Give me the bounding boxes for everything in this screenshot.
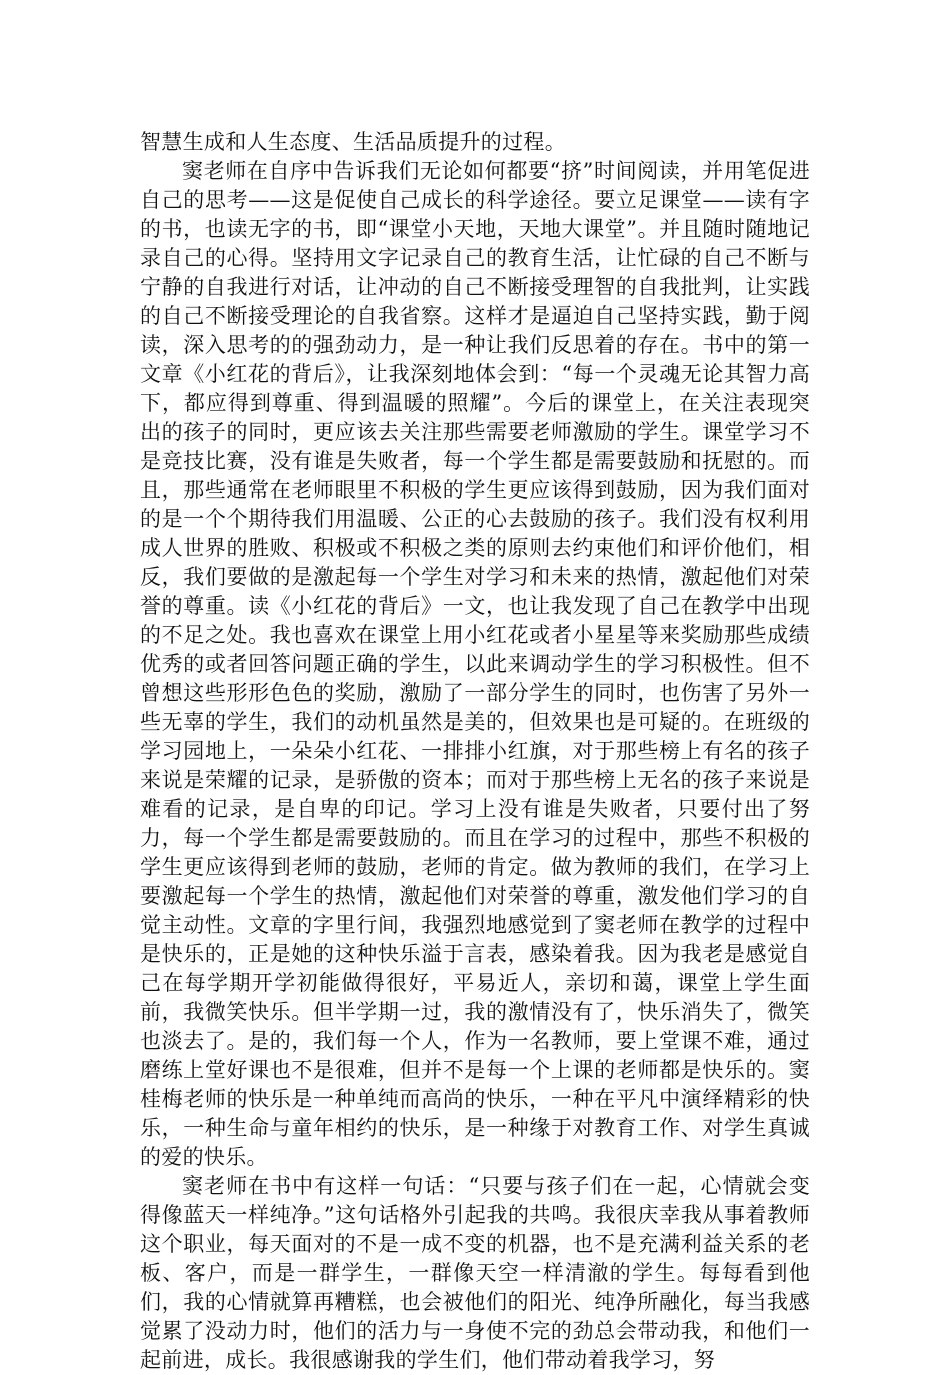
paragraph-1: 智慧生成和人生态度、生活品质提升的过程。 [140,130,566,154]
paragraph-2: 窦老师在自序中告诉我们无论如何都要“挤”时间阅读，并用笔促进自己的思考——这是促使自己成长的科学途径。要立足课堂——读有字的书，也读无字的书，即“课堂小天地，天地大课堂”。并且随时随地记录自己的心得。坚持用文字记录自己的教育生活，让忙碌的自己不断与宁静的自我进行对话，让冲动的自己不断接受理智的自我批判，让实践的自己不断接受理论的自我省察。这样才是逼迫自己坚持实践，勤于阅读，深入思考的的强劲动力，是一种让我们反思着的存在。书中的第一文章《小红花的背后》，让我深刻地体会到：“每一个灵魂无论其智力高下，都应得到尊重、得到温暖的照耀”。今后的课堂上，在关注表现突出的孩子的同时，更应该去关注那些需要老师激励的学生。课堂学习不是竞技比赛，没有谁是失败者，每一个学生都是需要鼓励和抚慰的。而且，那些通常在老师眼里不积极的学生更应该得到鼓励，因为我们面对的是一个个期待我们用温暖、公正的心去鼓励的孩子。我们没有权利用成人世界的胜败、积极或不积极之类的原则去约束他们和评价他们，相反，我们要做的是激起每一个学生对学习和未来的热情，激起他们对荣誉的尊重。读《小红花的背后》一文，也让我发现了自己在教学中出现的不足之处。我也喜欢在课堂上用小红花或者小星星等来奖励那些成绩优秀的或者回答问题正确的学生，以此来调动学生的学习积极性。但不曾想这些形形色色的奖励，激励了一部分学生的同时，也伤害了另外一些无辜的学生，我们的动机虽然是美的，但效果也是可疑的。在班级的学习园地上，一朵朵小红花、一排排小红旗，对于那些榜上有名的孩子来说是荣耀的记录，是骄傲的资本；而对于那些榜上无名的孩子来说是难看的记录，是自卑的印记。学习上没有谁是失败者，只要付出了努力，每一个学生都是需要鼓励的。而且在学习的过程中，那些不积极的学生更应该得到老师的鼓励，老师的肯定。做为教师的我们，在学习上要激起每一个学生的热情，激起他们对荣誉的尊重，激发他们学习的自觉主动性。文章的字里行间，我强烈地感觉到了窦老师在教学的过程中是快乐的，正是她的这种快乐溢于言表，感染着我。因为我老是感觉自己在每学期开学初能做得很好，平易近人，亲切和蔼，课堂上学生面前，我微笑快乐。但半学期一过，我的激情没有了，快乐消失了，微笑也淡去了。是的，我们每一个人，作为一名教师，要上堂课不难，通过磨练上堂好课也不是很难，但并不是每一个上课的老师都是快乐的。窦桂梅老师的快乐是一种单纯而高尚的快乐，一种在平凡中演绎精彩的快乐，一种生命与童年相约的快乐，是一种缘于对教育工作、对学生真诚的爱的快乐。 [140,159,810,1169]
paragraph-3: 窦老师在书中有这样一句话：“只要与孩子们在一起，心情就会变得像蓝天一样纯净。”这句话格外引起我的共鸣。我很庆幸我从事着教师这个职业，每天面对的不是一成不变的机器，也不是充满利益关系的老板、客户，而是一群学生，一群像天空一样清澈的学生。每每看到他们，我的心情就算再糟糕，也会被他们的阳光、纯净所融化，每当我感觉累了没动力时，他们的活力与一身使不完的劲总会带动我，和他们一起前进，成长。我很感谢我的学生们，他们带动着我学习，努 [140,1174,810,1372]
